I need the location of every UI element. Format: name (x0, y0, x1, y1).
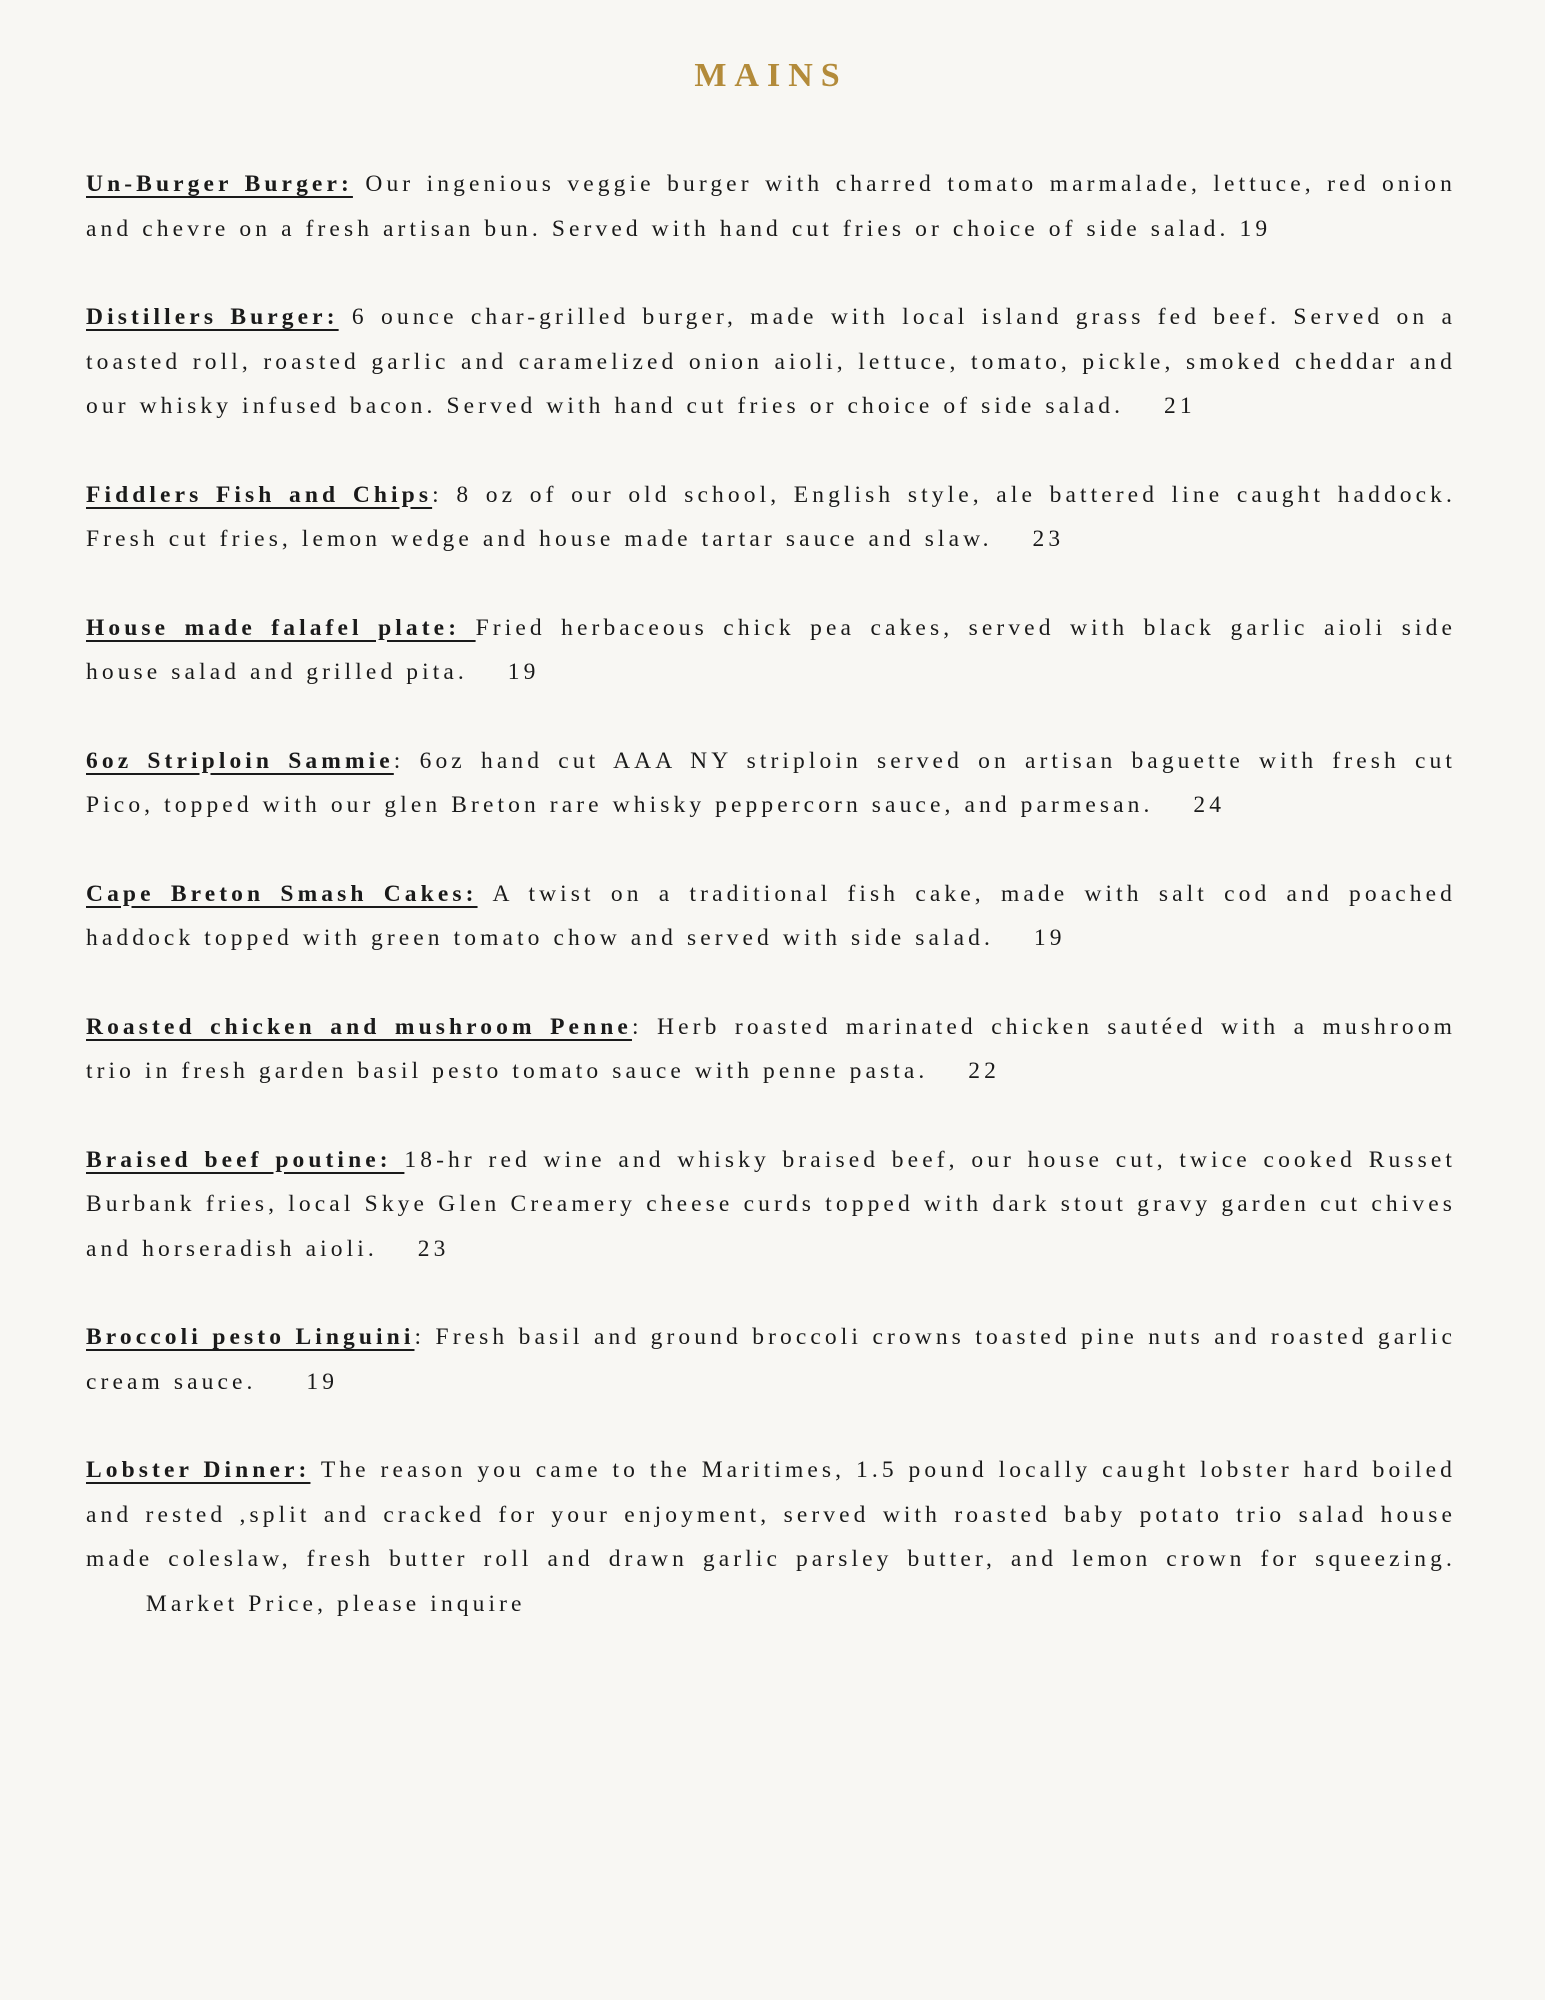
item-name: House made falafel plate: (86, 614, 476, 641)
item-description: Fresh basil and ground broccoli crowns toasted pine nuts and roasted garlic cream sauce. (86, 1324, 1457, 1395)
item-description: Herb roasted marinated chicken sautéed with a mushroom trio in fresh garden basil pesto tomato sauce with penne pasta. (86, 1013, 1456, 1084)
item-price: 23 (992, 526, 1065, 552)
menu-item-broccoli-linguini (86, 1315, 1456, 1404)
item-price: 21 (1124, 393, 1196, 419)
item-description: A twist on a traditional fish cake, made with salt cod and poached haddock topped with green tomato chow and served with side salad. (86, 880, 1456, 951)
item-name: Braised beef poutine: (86, 1146, 405, 1173)
item-price: 19 (1229, 215, 1272, 242)
menu-item-smash-cakes (86, 872, 1456, 961)
menu-item-distillers-burger (86, 295, 1456, 429)
item-separator: : (393, 747, 405, 774)
item-name: 6oz Striploin Sammie (86, 747, 394, 774)
item-name: Un-Burger Burger: (86, 171, 353, 197)
item-description: 6oz hand cut AAA NY striploin served on artisan baguette with fresh cut Pico, topped with our glen Breton rare whisky peppercorn sauce, and parmesan. (86, 747, 1456, 818)
item-description: 6 ounce char-grilled burger, made with local island grass fed beef. Served on a toasted roll, roasted garlic and caramelized onion aioli, lettuce, tomato, pickle, smoked cheddar and our whisky infused bacon. Served with hand cut fries or choice of side salad. (86, 304, 1456, 419)
item-name: Lobster Dinner: (86, 1457, 311, 1483)
item-price: 23 (377, 1235, 450, 1262)
menu-item-lobster-dinner (86, 1448, 1456, 1626)
menu-item-striploin-sammie (86, 739, 1456, 828)
item-name: Cape Breton Smash Cakes: (86, 880, 478, 907)
item-name: Roasted chicken and mushroom Penne (86, 1013, 632, 1040)
item-separator: : (432, 481, 443, 508)
item-description: 8 oz of our old school, English style, ale battered line caught haddock. Fresh cut fries, lemon wedge and house made tartar sauce and slaw. (86, 481, 1456, 552)
item-description: Fried herbaceous chick pea cakes, served with black garlic aioli side house salad and grilled pita. (86, 614, 1456, 685)
item-name: Broccoli pesto Linguini (86, 1324, 415, 1350)
page-title: MAINS (694, 57, 848, 94)
menu-item-fish-and-chips (86, 473, 1456, 562)
item-price: Market Price, please inquire (86, 1590, 526, 1617)
item-description: The reason you came to the Maritimes, 1.5 pound locally caught lobster hard boiled and rested ,split and cracked for your enjoyment, served with roasted baby potato trio salad house made coleslaw, fresh butter roll and drawn garlic parsley butter, and lemon crown for squeezing. (86, 1457, 1456, 1572)
item-name: Fiddlers Fish and Chips (86, 481, 433, 508)
item-separator: : (414, 1324, 426, 1350)
menu-item-falafel-plate (86, 606, 1456, 695)
item-price: 19 (467, 659, 540, 685)
item-description: 18-hr red wine and whisky braised beef, our house cut, twice cooked Russet Burbank fries, local Skye Glen Creamery cheese curds topped with dark stout gravy garden cut chives and horseradish aioli. (86, 1146, 1456, 1262)
item-price: 19 (994, 925, 1066, 951)
menu-page (86, 52, 1456, 1670)
menu-item-un-burger (86, 162, 1456, 251)
item-price: 22 (928, 1058, 1000, 1084)
item-name: Distillers Burger: (86, 304, 339, 330)
item-price: 19 (256, 1368, 339, 1395)
item-description: Our ingenious veggie burger with charred tomato marmalade, lettuce, red onion and chevre on a fresh artisan bun. Served with hand cut fries or choice of side salad. (86, 171, 1456, 242)
item-separator: : (631, 1013, 643, 1040)
menu-item-beef-poutine (86, 1138, 1456, 1272)
menu-item-chicken-penne (86, 1005, 1456, 1094)
item-price: 24 (1153, 792, 1226, 818)
